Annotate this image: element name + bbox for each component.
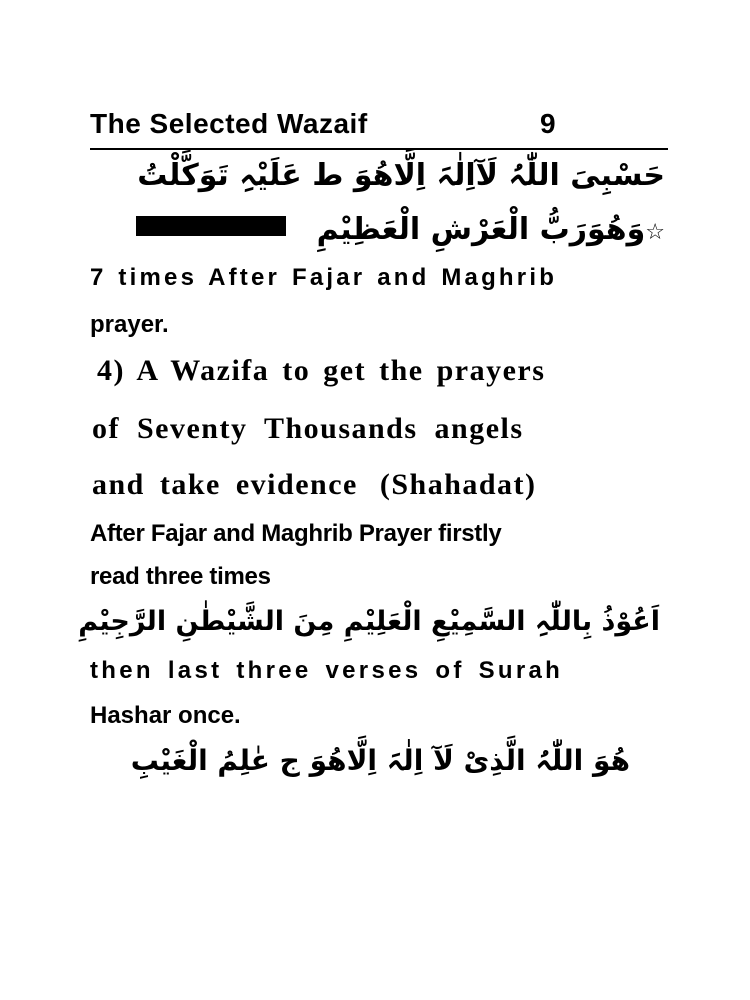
page-header <box>90 104 668 150</box>
instruction-2-line-1: After Fajar and Maghrib Prayer firstly <box>90 520 502 547</box>
star-icon: ☆ <box>645 220 665 245</box>
book-title: The Selected Wazaif <box>90 108 368 139</box>
section-heading-line-2: of Seventy Thousands angels <box>92 412 524 445</box>
section-heading-line-3a: and take evidence <box>92 468 358 501</box>
arabic-verse-1: حَسْبِیَ اللّٰہُ لَآاِلٰہَ اِلَّاھُوَ ط عَلَیْہِ تَوَکَّلْتُ <box>137 158 665 193</box>
section-heading-line-1: 4) A Wazifa to get the prayers <box>97 354 546 387</box>
arabic-verse-2 <box>317 212 665 247</box>
instruction-3-line-1: then last three verses of Surah <box>90 657 564 684</box>
page-number: 9 <box>540 108 556 139</box>
arabic-verse-4: ھُوَ اللّٰہُ الَّذِیْ لَآ اِلٰہَ اِلَّاھُوَ ج عٰلِمُ الْغَیْبِ <box>130 744 630 777</box>
instruction-1-line-2: prayer. <box>90 311 169 338</box>
instruction-3-line-2: Hashar once. <box>90 702 241 729</box>
instruction-2-line-2: read three times <box>90 563 271 590</box>
section-heading-line-3 <box>92 468 537 502</box>
redaction-bar <box>136 216 286 236</box>
section-heading-line-3b: (Shahadat) <box>379 468 537 501</box>
arabic-verse-3: اَعُوْذُ بِاللّٰہِ السَّمِیْعِ الْعَلِیْمِ مِنَ الشَّیْطٰنِ الرَّجِیْمِ <box>78 606 660 637</box>
arabic-verse-2-text: وَھُوَرَبُّ الْعَرْشِ الْعَظِیْمِ <box>316 212 646 247</box>
instruction-1-line-1: 7 times After Fajar and Maghrib <box>90 264 558 291</box>
